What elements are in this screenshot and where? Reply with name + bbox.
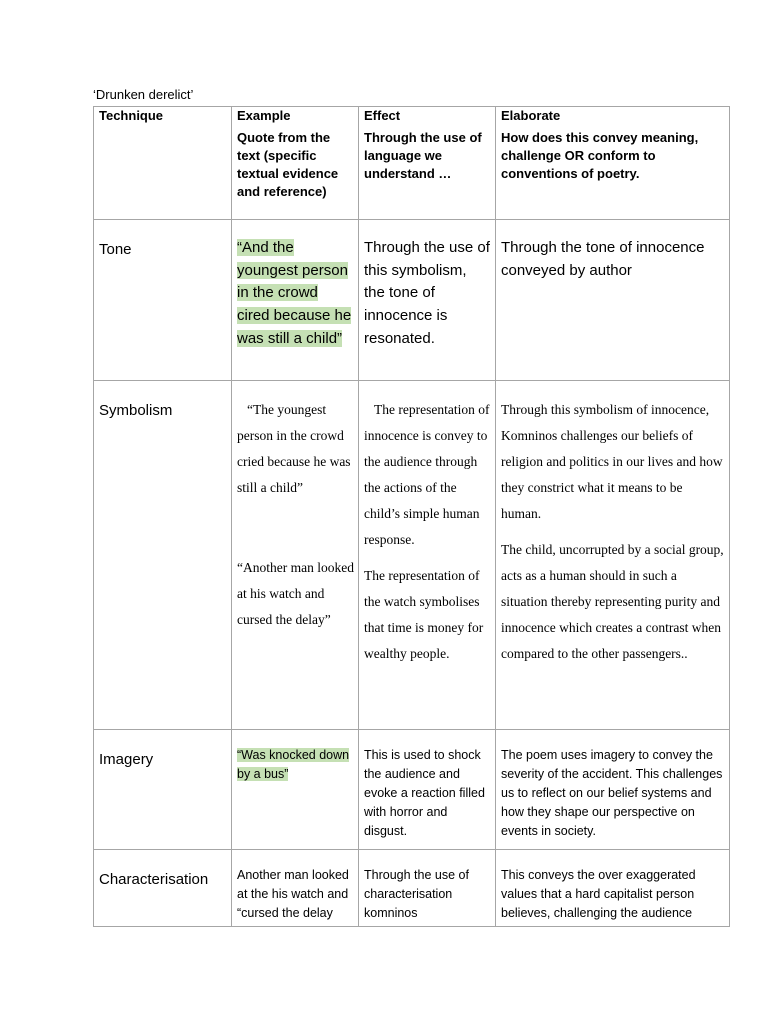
technique-label: Imagery	[99, 751, 154, 768]
example-cell	[232, 850, 359, 927]
elaborate-paragraph-2: The child, uncorrupted by a social group, acts as a human should in such a situation thereby representing purity and innocence which creates a contrast when compared to the other passengers..	[501, 542, 724, 661]
highlighted-quote: “And the youngest person in the crowd cired because he was still a child”	[237, 239, 352, 347]
technique-cell	[94, 850, 232, 927]
effect-text: This is used to shock the audience and evoke a reaction filled with horror and disgust.	[364, 748, 485, 838]
table-row-tone	[94, 220, 730, 381]
elaborate-text: This conveys the over exaggerated values that a hard capitalist person believes, challenging the audience	[501, 868, 696, 920]
table-row-imagery	[94, 730, 730, 850]
effect-text: Through the use of this symbolism, the tone of innocence is resonated.	[364, 239, 490, 347]
header-row	[94, 107, 730, 220]
elaborate-cell	[496, 730, 730, 850]
header-elaborate-label: Elaborate	[501, 108, 561, 123]
effect-cell	[359, 730, 496, 850]
header-example-label: Example	[237, 108, 291, 123]
technique-cell	[94, 730, 232, 850]
example-text: Another man looked at the his watch and “cursed the delay	[237, 868, 349, 920]
analysis-table	[93, 106, 730, 927]
document-title: ‘Drunken derelict’	[93, 87, 194, 102]
header-example-sub: Quote from the text (specific textual evidence and reference)	[237, 130, 339, 199]
technique-cell	[94, 381, 232, 730]
example-quotes	[237, 381, 354, 633]
example-quote	[237, 220, 354, 351]
example-quote-1: “The youngest person in the crowd cried because he was still a child”	[237, 402, 351, 495]
header-effect	[359, 107, 496, 220]
header-effect-label: Effect	[364, 108, 401, 123]
technique-label: Tone	[99, 241, 132, 258]
example-quote	[237, 730, 354, 784]
effect-cell	[359, 220, 496, 381]
header-example	[232, 107, 359, 220]
effect-paragraph-2: The representation of the watch symbolises that time is money for wealthy people.	[364, 568, 484, 661]
example-quote-2: “Another man looked at his watch and cursed the delay”	[237, 560, 354, 627]
effect-cell	[359, 381, 496, 730]
effect-paragraph-1: The representation of innocence is convey to the audience through the actions of the child’s simple human response.	[364, 402, 490, 547]
table-row-characterisation	[94, 850, 730, 927]
technique-label: Symbolism	[99, 402, 173, 419]
header-technique-label: Technique	[99, 108, 164, 123]
highlighted-quote: “Was knocked down by a bus”	[237, 748, 350, 781]
example-cell	[232, 381, 359, 730]
elaborate-paragraph-1: Through this symbolism of innocence, Komninos challenges our beliefs of religion and politics in our lives and how they constrict what it means to be human.	[501, 402, 723, 521]
effect-text	[364, 381, 491, 667]
header-elaborate-sub: How does this convey meaning, challenge OR conform to conventions of poetry.	[501, 130, 699, 181]
effect-text: Through the use of characterisation komninos	[364, 868, 469, 920]
header-effect-sub: Through the use of language we understand …	[364, 130, 482, 181]
elaborate-cell	[496, 381, 730, 730]
table-row-symbolism	[94, 381, 730, 730]
example-cell	[232, 220, 359, 381]
effect-cell	[359, 850, 496, 927]
elaborate-cell	[496, 220, 730, 381]
elaborate-cell	[496, 850, 730, 927]
header-technique	[94, 107, 232, 220]
technique-cell	[94, 220, 232, 381]
header-elaborate	[496, 107, 730, 220]
elaborate-text: Through the tone of innocence conveyed by author	[501, 239, 705, 279]
technique-label: Characterisation	[99, 871, 209, 888]
elaborate-text	[501, 381, 725, 667]
example-cell	[232, 730, 359, 850]
elaborate-text: The poem uses imagery to convey the severity of the accident. This challenges us to reflect on our belief systems and how they shape our perspective on events in society.	[501, 748, 723, 838]
